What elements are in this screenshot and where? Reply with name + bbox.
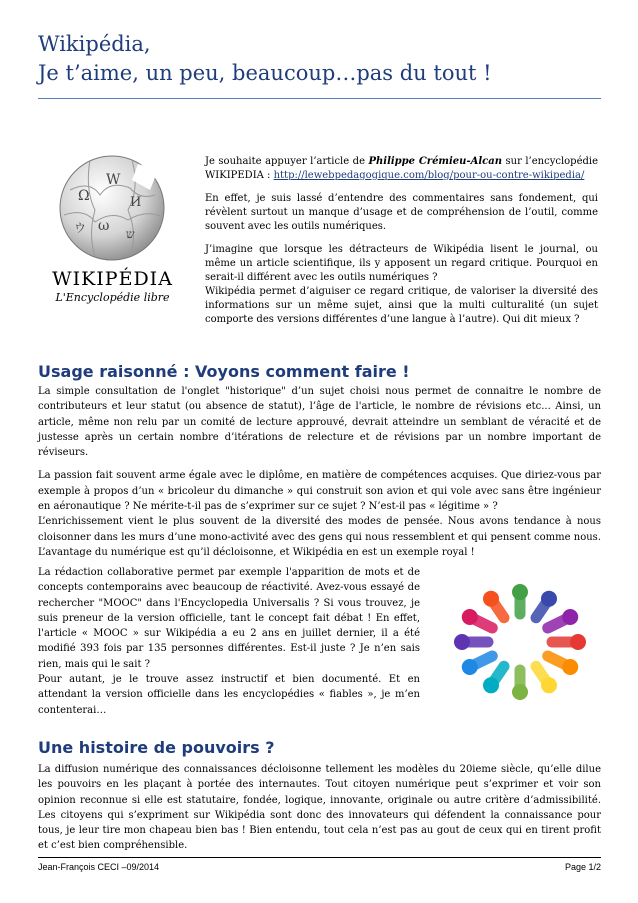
person-body bbox=[491, 666, 504, 685]
footer-divider bbox=[38, 857, 601, 858]
section-usage-body bbox=[38, 384, 601, 568]
intro-text bbox=[205, 155, 598, 336]
svg-text:Ω: Ω bbox=[78, 188, 90, 204]
footer-author: Jean-François CECI –09/2014 bbox=[38, 862, 160, 872]
section-pouvoirs-body bbox=[38, 762, 601, 862]
intro-paragraph-3a: J’imagine que lorsque les détracteurs de Wikipédia lisent le journal, ou même un article scientifique, ils y apposent un regard critique. Pourquoi en serait-il différent avec les outils numériques ? bbox=[205, 244, 598, 283]
colorful-people-circle-icon bbox=[435, 572, 605, 712]
person-body bbox=[470, 656, 493, 667]
svg-text:ש: ש bbox=[126, 227, 135, 241]
person-body bbox=[548, 656, 571, 667]
title-line-1: Wikipédia, bbox=[38, 32, 151, 56]
intro-paragraph-2: En effet, je suis lassé d’entendre des commentaires sans fondement, qui révèlent surtout un manque d’usage et de compréhension de l’outil, comme souvent avec les outils numériques. bbox=[205, 193, 598, 232]
person-body bbox=[548, 617, 571, 628]
collab-text bbox=[38, 565, 420, 718]
collab-paragraph-2: Pour autant, je le trouve assez instructif et bien documenté. Et en attendant la version officielle dans les encyclopédies « fiables », je m’en contenterai… bbox=[38, 674, 420, 716]
intro-paragraph-1: Je souhaite appuyer l’article de Philippe Crémieu-Alcan sur l’encyclopédie WIKIPEDIA : http://lewebpedagogique.com/blog/pour-ou-contre-wikipedia/ bbox=[205, 156, 598, 181]
footer-page-number: Page 1/2 bbox=[564, 862, 601, 872]
svg-text:ω: ω bbox=[98, 218, 110, 234]
svg-text:ウ: ウ bbox=[74, 221, 87, 235]
intro-paragraph-3b: Wikipédia permet d’aiguiser ce regard critique, de valoriser la diversité des informations sur un même sujet, ainsi que la multi culturalité (un sujet comporte des versions différentes d’une langue à l’autre). Qui dit mieux ? bbox=[205, 286, 598, 325]
usage-paragraph-1: La simple consultation de l'onglet "historique" d’un sujet choisi nous permet de connaitre le nombre de contributeurs et leur statut (ou absence de statut), l’âge de l'article, le nombre de révisions etc... Ainsi, un article, même non relu par un comité de lecture approuvé, devrait atteindre un semblant de véracité et de justesse après un certain nombre d’itérations de relecture et de révisions par un nombre important de réviseurs. bbox=[38, 386, 601, 459]
collab-paragraph-1: La rédaction collaborative permet par exemple l'apparition de mots et de concepts contemporains avec beaucoup de réactivité. Avez-vous essayé de rechercher "MOOC" dans l'Encyclopedia Universalis ? Si vous trouvez, je suis preneur de la version officielle, tant le concept fait débat ! En effet, l'article « MOOC » sur Wikipédia a eu 2 ans en juillet dernier, il a été modifié 393 fois par 135 personnes différentes. Est-il juste ? Je n’en sais rien, mais qui le sait ? bbox=[38, 567, 420, 670]
people-circle-illustration bbox=[435, 572, 605, 712]
wikipedia-tagline: L'Encyclopédie libre bbox=[55, 291, 170, 304]
person-body bbox=[536, 666, 549, 685]
person-body bbox=[491, 599, 504, 618]
author-name: Philippe Crémieu-Alcan bbox=[368, 156, 502, 167]
usage-paragraph-2a: La passion fait souvent arme égale avec le diplôme, en matière de compétences acquises. Que diriez-vous par exemple à propos d’un « bricoleur du dimanche » qui construit son avion et qui vole avec sans être ingénieur en aéronautique ? Ne mérite-t-il pas de s’exprimer sur ce sujet ? N’est-il pas « légitime » ? bbox=[38, 470, 601, 513]
person-body bbox=[470, 617, 493, 628]
article-link[interactable]: http://lewebpedagogique.com/blog/pour-ou-contre-wikipedia/ bbox=[273, 170, 585, 181]
usage-paragraph-2b: L’enrichissement vient le plus souvent de la diversité des modes de pensée. Nous avons tendance à nous cloisonner dans les murs d’une mono-activité avec des gens qui nous ressemblent et qui pensent comme nous. L’avantage du numérique est qu’il décloisonne, et Wikipédia en est un exemple royal ! bbox=[38, 516, 601, 558]
title-divider bbox=[38, 98, 601, 99]
pouvoirs-paragraph-1: La diffusion numérique des connaissances décloisonne tellement les modèles du 20ieme siècle, qu’elle dilue les pouvoirs en les plaçant à portée des internautes. Tout citoyen numérique peut s’exprimer et voir son opinion reconnue si elle est statutaire, fondée, logique, innovante, originale ou autre critère d’admissibilité. Les citoyens qui s’expriment sur Wikipédia sont donc des innovateurs qui défendent la connaissance pour tous, je leur tire mon chapeau bien bas ! Bien entendu, tout cela n’est pas au gout de ceux qui en tirent profit et c’est bien compréhensible. bbox=[38, 764, 601, 852]
wikipedia-wordmark: WIKIPÉDIA bbox=[52, 268, 173, 290]
section-heading-usage: Usage raisonné : Voyons comment faire ! bbox=[38, 362, 410, 381]
title-line-2: Je t’aime, un peu, beaucoup…pas du tout ! bbox=[38, 61, 492, 85]
section-heading-pouvoirs: Une histoire de pouvoirs ? bbox=[38, 738, 275, 757]
wikipedia-logo bbox=[40, 150, 185, 310]
document-title bbox=[38, 30, 598, 88]
svg-text:W: W bbox=[106, 172, 121, 188]
svg-text:И: И bbox=[130, 195, 142, 210]
person-body bbox=[536, 599, 549, 618]
